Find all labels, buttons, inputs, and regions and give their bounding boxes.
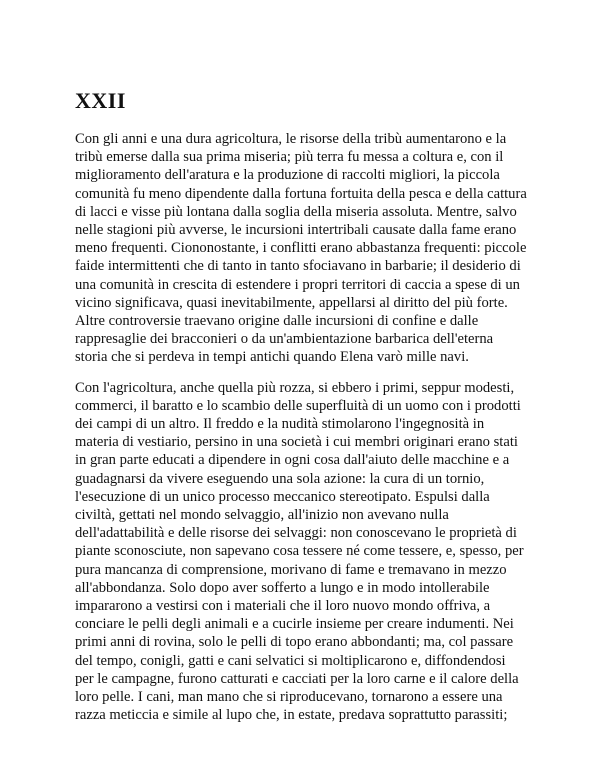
paragraph-2: Con l'agricoltura, anche quella più rozza, si ebbero i primi, seppur modesti, commerci, il baratto e lo scambio delle superfluità di un uomo con i prodotti dei campi di un altro. Il freddo e la nudità stimolarono l'ingegnosità in materia di vestiario, persino in una società i cui membri originari erano stati in gran parte educati a dipendere in ogni cosa dall'aiuto delle macchine e a guadagnarsi da vivere eseguendo una sola azione: la cura di un tornio, l'esecuzione di un unico processo meccanico stereotipato. Espulsi dalla civiltà, gettati nel mondo selvaggio, all'inizio non avevano nulla dell'adattabilità e delle risorse dei selvaggi: non conoscevano le proprietà di piante sconosciute, non sapevano cosa tessere né come tessere, e, spesso, per pura mancanza di comprensione, morivano di fame e tremavano in mezzo all'abbondanza. Solo dopo aver sofferto a lungo e in modo intollerabile impararono a vestirsi con i materiali che il loro nuovo mondo offriva, a conciare le pelli degli animali e a cucirle insieme per creare indumenti. Nei primi anni di rovina, solo le pelli di topo erano abbondanti; ma, col passare del tempo, conigli, gatti e cani selvatici si moltiplicarono e, diffondendosi per le campagne, furono catturati e cacciati per la loro carne e il calore della loro pelle. I cani, man mano che si riproducevano, tornarono a essere una razza meticcia e simile al lupo che, in estate, predava soprattutto parassiti; [75,379,524,724]
document-page [75,88,527,737]
paragraph-1: Con gli anni e una dura agricoltura, le risorse della tribù aumentarono e la tribù emerse dalla sua prima miseria; più terra fu messa a coltura e, con il miglioramento dell'aratura e la produzione di raccolti migliori, la piccola comunità fu meno dipendente dalla fortuna fortuita della pesca e della cattura di lacci e visse più lontana dalla soglia della miseria assoluta. Mentre, salvo nelle stagioni più avverse, le incursioni intertribali causate dalla fame erano meno frequenti. Ciononostante, i conflitti erano abbastanza frequenti: piccole faide intermittenti che di tanto in tanto sfociavano in barbarie; il desiderio di una comunità in crescita di estendere i propri territori di caccia a spese di un vicino significava, quasi inevitabilmente, appellarsi al diritto del più forte. Altre controversie traevano origine dalle incursioni di confine e dalle rappresaglie dei bracconieri o da un'ambientazione barbarica dell'eterna storia che si perdeva in tempi antichi quando Elena varò mille navi. [75,131,527,366]
chapter-title: XXII [75,88,126,113]
